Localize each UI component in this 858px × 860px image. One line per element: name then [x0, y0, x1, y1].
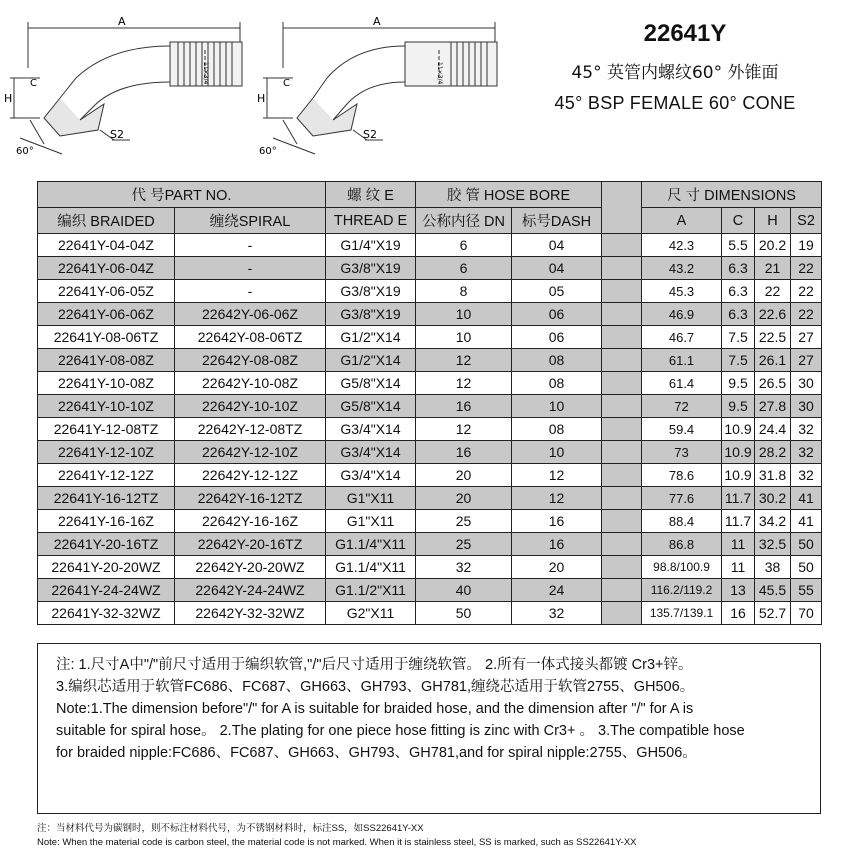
- cell-dn: 12: [416, 349, 512, 372]
- cell-h: 22: [755, 280, 791, 303]
- cell-h: 52.7: [755, 602, 791, 625]
- cell-h: 24.4: [755, 418, 791, 441]
- cell-spiral: 22642Y-32-32WZ: [175, 602, 326, 625]
- cell-a: 86.8: [642, 533, 722, 556]
- cell-dash: 24: [512, 579, 602, 602]
- cell-blank: [602, 533, 642, 556]
- table-row: [38, 303, 822, 326]
- cell-blank: [602, 487, 642, 510]
- cell-c: 13: [722, 579, 755, 602]
- cell-a: 43.2: [642, 257, 722, 280]
- cell-braided: 22641Y-06-05Z: [38, 280, 175, 303]
- footer-note-chinese: 注：当材料代号为碳钢时，则不标注材料代号，为不锈钢材料时，标注SS，如SS22641Y-XX: [37, 823, 424, 834]
- cell-s2: 30: [791, 372, 822, 395]
- table-row: [38, 579, 822, 602]
- cell-dash: 05: [512, 280, 602, 303]
- cell-blank: [602, 257, 642, 280]
- header-a: A: [642, 208, 722, 234]
- header-thread-e: THREAD E: [326, 208, 416, 234]
- cell-dn: 16: [416, 441, 512, 464]
- cell-c: 9.5: [722, 372, 755, 395]
- cell-dn: 10: [416, 326, 512, 349]
- header-s2: S2: [791, 208, 822, 234]
- cell-blank: [602, 234, 642, 257]
- fitting-drawing-braided: [0, 8, 260, 158]
- cell-braided: 22641Y-06-06Z: [38, 303, 175, 326]
- cell-c: 6.3: [722, 257, 755, 280]
- cell-s2: 27: [791, 349, 822, 372]
- cell-dn: 50: [416, 602, 512, 625]
- cell-h: 22.6: [755, 303, 791, 326]
- cell-braided: 22641Y-10-08Z: [38, 372, 175, 395]
- cell-a: 42.3: [642, 234, 722, 257]
- cell-dn: 12: [416, 418, 512, 441]
- table-row: [38, 395, 822, 418]
- cell-h: 22.5: [755, 326, 791, 349]
- cell-thread: G3/4"X14: [326, 441, 416, 464]
- cell-c: 9.5: [722, 395, 755, 418]
- cell-blank: [602, 464, 642, 487]
- header-blank: [602, 182, 642, 234]
- header-hose-bore: 胶 管 HOSE BORE: [416, 182, 602, 208]
- table-row: [38, 464, 822, 487]
- cell-braided: 22641Y-04-04Z: [38, 234, 175, 257]
- cell-braided: 22641Y-08-06TZ: [38, 326, 175, 349]
- cell-thread: G1.1/2"X11: [326, 579, 416, 602]
- cell-dn: 6: [416, 234, 512, 257]
- cell-spiral: 22642Y-10-08Z: [175, 372, 326, 395]
- cell-spiral: 22642Y-08-06TZ: [175, 326, 326, 349]
- cell-dn: 25: [416, 533, 512, 556]
- cell-a: 77.6: [642, 487, 722, 510]
- cell-dn: 16: [416, 395, 512, 418]
- cell-a: 46.9: [642, 303, 722, 326]
- cell-thread: G3/8"X19: [326, 303, 416, 326]
- thread-marker: 11×3/4: [202, 62, 209, 85]
- cell-spiral: -: [175, 257, 326, 280]
- table-row: [38, 418, 822, 441]
- spec-table: [37, 181, 822, 625]
- footer-note-english: Note: When the material code is carbon steel, the material code is not marked. When it is stainless steel, SS is marked, such as SS22641Y-XX: [37, 837, 637, 848]
- cell-s2: 22: [791, 303, 822, 326]
- cell-dn: 12: [416, 372, 512, 395]
- cell-h: 21: [755, 257, 791, 280]
- cell-dn: 10: [416, 303, 512, 326]
- cell-dash: 08: [512, 349, 602, 372]
- cell-braided: 22641Y-16-16Z: [38, 510, 175, 533]
- cell-spiral: 22642Y-20-20WZ: [175, 556, 326, 579]
- cell-blank: [602, 602, 642, 625]
- header-part-no: 代 号PART NO.: [38, 182, 326, 208]
- header-spiral: 缠绕SPIRAL: [175, 208, 326, 234]
- cell-blank: [602, 556, 642, 579]
- cell-s2: 22: [791, 257, 822, 280]
- cell-dash: 04: [512, 257, 602, 280]
- header-h: H: [755, 208, 791, 234]
- cell-thread: G2"X11: [326, 602, 416, 625]
- table-row: [38, 556, 822, 579]
- cell-s2: 22: [791, 280, 822, 303]
- table-row: [38, 280, 822, 303]
- table-row: [38, 326, 822, 349]
- cell-dash: 10: [512, 395, 602, 418]
- dim-s2-label: S2: [110, 128, 124, 141]
- cell-braided: 22641Y-12-12Z: [38, 464, 175, 487]
- notes-box: [37, 643, 821, 814]
- cell-c: 10.9: [722, 464, 755, 487]
- cell-dash: 32: [512, 602, 602, 625]
- cell-spiral: 22642Y-12-08TZ: [175, 418, 326, 441]
- angle-label: 60°: [16, 146, 34, 157]
- cell-blank: [602, 372, 642, 395]
- cell-h: 27.8: [755, 395, 791, 418]
- cell-spiral: -: [175, 280, 326, 303]
- cell-dash: 12: [512, 487, 602, 510]
- cell-thread: G3/4"X14: [326, 418, 416, 441]
- cell-braided: 22641Y-08-08Z: [38, 349, 175, 372]
- note-line: for braided nipple:FC686、FC687、GH663、GH793、GH781,and for spiral nipple:2755、GH506。: [56, 745, 697, 761]
- dim-a-label: A: [118, 15, 126, 28]
- cell-h: 34.2: [755, 510, 791, 533]
- cell-spiral: 22642Y-06-06Z: [175, 303, 326, 326]
- cell-thread: G1/2"X14: [326, 326, 416, 349]
- cell-a: 61.4: [642, 372, 722, 395]
- model-title: 22641Y: [643, 20, 727, 47]
- cell-thread: G1/2"X14: [326, 349, 416, 372]
- cell-s2: 70: [791, 602, 822, 625]
- cell-blank: [602, 280, 642, 303]
- thread-marker: 11×3/4: [436, 62, 443, 85]
- cell-spiral: -: [175, 234, 326, 257]
- cell-a: 72: [642, 395, 722, 418]
- cell-thread: G1/4"X19: [326, 234, 416, 257]
- cell-dash: 10: [512, 441, 602, 464]
- cell-dn: 40: [416, 579, 512, 602]
- cell-spiral: 22642Y-10-10Z: [175, 395, 326, 418]
- dim-s2-label: S2: [363, 128, 377, 141]
- subtitle-english: 45° BSP FEMALE 60° CONE: [554, 93, 796, 113]
- product-header: [500, 20, 850, 114]
- cell-s2: 27: [791, 326, 822, 349]
- cell-c: 6.3: [722, 303, 755, 326]
- cell-spiral: 22642Y-24-24WZ: [175, 579, 326, 602]
- cell-blank: [602, 510, 642, 533]
- header-dimensions: 尺 寸 DIMENSIONS: [642, 182, 822, 208]
- cell-h: 38: [755, 556, 791, 579]
- cell-dash: 20: [512, 556, 602, 579]
- cell-a: 59.4: [642, 418, 722, 441]
- cell-a: 46.7: [642, 326, 722, 349]
- cell-s2: 55: [791, 579, 822, 602]
- cell-dash: 16: [512, 533, 602, 556]
- header-row-1: [38, 182, 822, 208]
- fitting-drawing-spiral: [255, 8, 515, 158]
- cell-blank: [602, 303, 642, 326]
- table-row: [38, 349, 822, 372]
- cell-dash: 08: [512, 372, 602, 395]
- cell-s2: 32: [791, 418, 822, 441]
- cell-dash: 16: [512, 510, 602, 533]
- cell-dn: 25: [416, 510, 512, 533]
- dim-h-label: H: [4, 92, 13, 105]
- cell-c: 11.7: [722, 510, 755, 533]
- cell-a: 88.4: [642, 510, 722, 533]
- cell-a: 45.3: [642, 280, 722, 303]
- cell-thread: G5/8"X14: [326, 395, 416, 418]
- cell-dash: 06: [512, 326, 602, 349]
- table-row: [38, 372, 822, 395]
- cell-a: 73: [642, 441, 722, 464]
- cell-braided: 22641Y-24-24WZ: [38, 579, 175, 602]
- table-row: [38, 234, 822, 257]
- technical-drawings: [0, 0, 560, 160]
- cell-thread: G3/8"X19: [326, 257, 416, 280]
- table-row: [38, 487, 822, 510]
- cell-spiral: 22642Y-20-16TZ: [175, 533, 326, 556]
- cell-s2: 32: [791, 441, 822, 464]
- cell-dash: 04: [512, 234, 602, 257]
- header-dn: 公称内径 DN: [416, 208, 512, 234]
- cell-braided: 22641Y-16-12TZ: [38, 487, 175, 510]
- subtitle-chinese: 45° 英管内螺纹60° 外锥面: [571, 63, 779, 83]
- cell-blank: [602, 326, 642, 349]
- table-row: [38, 441, 822, 464]
- cell-a: 98.8/100.9: [642, 556, 722, 579]
- table-row: [38, 602, 822, 625]
- cell-s2: 50: [791, 533, 822, 556]
- cell-dash: 06: [512, 303, 602, 326]
- cell-spiral: 22642Y-08-08Z: [175, 349, 326, 372]
- cell-braided: 22641Y-10-10Z: [38, 395, 175, 418]
- cell-spiral: 22642Y-12-10Z: [175, 441, 326, 464]
- cell-braided: 22641Y-20-16TZ: [38, 533, 175, 556]
- cell-blank: [602, 441, 642, 464]
- cell-thread: G1"X11: [326, 510, 416, 533]
- cell-c: 10.9: [722, 418, 755, 441]
- cell-thread: G3/8"X19: [326, 280, 416, 303]
- header-c: C: [722, 208, 755, 234]
- cell-dn: 6: [416, 257, 512, 280]
- cell-s2: 30: [791, 395, 822, 418]
- cell-dn: 20: [416, 464, 512, 487]
- cell-blank: [602, 579, 642, 602]
- cell-spiral: 22642Y-16-12TZ: [175, 487, 326, 510]
- cell-thread: G5/8"X14: [326, 372, 416, 395]
- cell-h: 26.5: [755, 372, 791, 395]
- angle-label: 60°: [259, 146, 277, 157]
- cell-h: 26.1: [755, 349, 791, 372]
- table-row: [38, 510, 822, 533]
- cell-h: 45.5: [755, 579, 791, 602]
- cell-c: 7.5: [722, 326, 755, 349]
- header-dash: 标号DASH: [512, 208, 602, 234]
- cell-spiral: 22642Y-16-16Z: [175, 510, 326, 533]
- dim-h-label: H: [257, 92, 266, 105]
- cell-s2: 32: [791, 464, 822, 487]
- cell-thread: G3/4"X14: [326, 464, 416, 487]
- dim-c-label: C: [283, 78, 290, 89]
- cell-c: 10.9: [722, 441, 755, 464]
- cell-c: 11: [722, 533, 755, 556]
- cell-dash: 08: [512, 418, 602, 441]
- cell-a: 61.1: [642, 349, 722, 372]
- cell-h: 28.2: [755, 441, 791, 464]
- header-thread: 螺 纹 E: [326, 182, 416, 208]
- cell-c: 11: [722, 556, 755, 579]
- cell-dash: 12: [512, 464, 602, 487]
- cell-s2: 41: [791, 510, 822, 533]
- cell-c: 11.7: [722, 487, 755, 510]
- cell-c: 7.5: [722, 349, 755, 372]
- table-row: [38, 257, 822, 280]
- cell-h: 31.8: [755, 464, 791, 487]
- cell-c: 5.5: [722, 234, 755, 257]
- header-braided: 编织 BRAIDED: [38, 208, 175, 234]
- cell-blank: [602, 418, 642, 441]
- cell-dn: 20: [416, 487, 512, 510]
- cell-braided: 22641Y-20-20WZ: [38, 556, 175, 579]
- cell-blank: [602, 349, 642, 372]
- note-line: suitable for spiral hose。 2.The plating for one piece hose fitting is zinc with Cr3+ 。 3.The compatible hose: [56, 723, 745, 739]
- cell-c: 16: [722, 602, 755, 625]
- cell-a: 78.6: [642, 464, 722, 487]
- header-row-2: [38, 208, 822, 234]
- cell-braided: 22641Y-06-04Z: [38, 257, 175, 280]
- cell-s2: 19: [791, 234, 822, 257]
- cell-a: 135.7/139.1: [642, 602, 722, 625]
- note-line: Note:1.The dimension before"/" for A is suitable for braided hose, and the dimension after "/" for A is: [56, 701, 694, 717]
- material-footer: [37, 822, 637, 850]
- note-line: 注: 1.尺寸A中"/"前尺寸适用于编织软管,"/"后尺寸适用于缠绕软管。 2.所有一体式接头都镀 Cr3+锌。: [56, 657, 693, 673]
- cell-h: 20.2: [755, 234, 791, 257]
- cell-thread: G1.1/4"X11: [326, 556, 416, 579]
- dim-a-label: A: [373, 15, 381, 28]
- cell-s2: 41: [791, 487, 822, 510]
- dim-c-label: C: [30, 78, 37, 89]
- cell-s2: 50: [791, 556, 822, 579]
- note-line: 3.编织芯适用于软管FC686、FC687、GH663、GH793、GH781,缠绕芯适用于软管2755、GH506。: [56, 679, 695, 695]
- cell-h: 30.2: [755, 487, 791, 510]
- cell-blank: [602, 395, 642, 418]
- cell-spiral: 22642Y-12-12Z: [175, 464, 326, 487]
- cell-h: 32.5: [755, 533, 791, 556]
- cell-thread: G1.1/4"X11: [326, 533, 416, 556]
- cell-c: 6.3: [722, 280, 755, 303]
- cell-braided: 22641Y-12-08TZ: [38, 418, 175, 441]
- cell-dn: 8: [416, 280, 512, 303]
- cell-braided: 22641Y-32-32WZ: [38, 602, 175, 625]
- cell-dn: 32: [416, 556, 512, 579]
- table-row: [38, 533, 822, 556]
- cell-a: 116.2/119.2: [642, 579, 722, 602]
- cell-braided: 22641Y-12-10Z: [38, 441, 175, 464]
- cell-thread: G1"X11: [326, 487, 416, 510]
